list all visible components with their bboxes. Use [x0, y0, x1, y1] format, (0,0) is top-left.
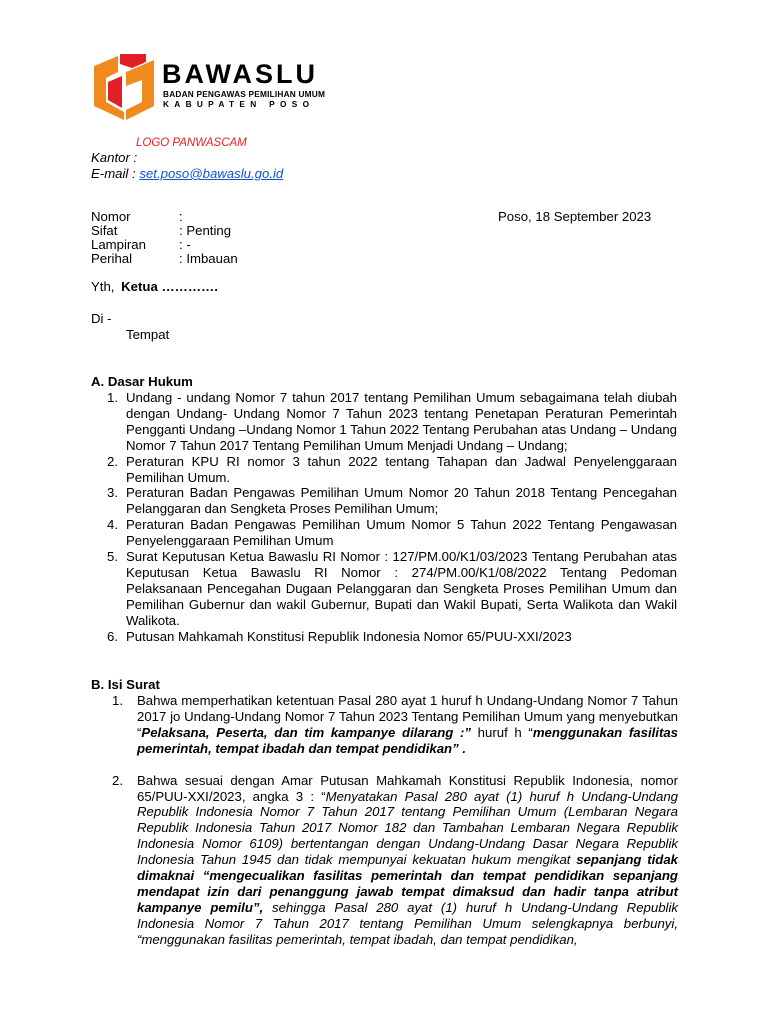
- sifat-value: : Penting: [179, 223, 232, 238]
- isi-surat-list: [112, 693, 678, 948]
- recipient-line: [91, 279, 218, 295]
- logo-placeholder: LOGO PANWASCAM: [136, 137, 247, 149]
- di-label: Di -: [91, 311, 112, 326]
- tempat-label: Tempat: [126, 327, 170, 342]
- sifat-label: Sifat: [91, 223, 118, 238]
- list-item: 2. Peraturan KPU RI nomor 3 tahun 2022 tentang Tahapan dan Jadwal Penyelenggaraan Pemilihan Umum.: [107, 453, 677, 485]
- office-label: Kantor :: [91, 150, 138, 165]
- perihal-value: : Imbauan: [179, 251, 238, 266]
- lampiran-value: : -: [179, 237, 191, 252]
- nomor-label: Nomor: [91, 209, 131, 224]
- ketua-label: Ketua ………….: [121, 279, 218, 294]
- perihal-label: Perihal: [91, 251, 133, 266]
- list-item: 2. Bahwa sesuai dengan Amar Putusan Mahkamah Konstitusi Republik Indonesia, nomor 65/PUU-XXI/2023, angka 3 : “Menyatakan Pasal 280 ayat (1) huruf h Undang-Undang Republik Indonesia Nomor 7 Tahun 2017 tentang Pemilihan Umum (Lembaran Negara Republik Indonesia Tahun 2017 Nomor 182 dan Tambahan Lembaran Negara Republik Indonesia Nomor 6109) bertentangan dengan Undang-Undang Dasar Negara Republik Indonesia Tahun 1945 dan tidak mempunyai kekuatan hukum mengikat sepanjang tidak dimaknai “mengecualikan fasilitas pemerintah dan tempat pendidikan sepanjang mendapat izin dari penanggung jawab tempat dimaksud dan hadir tanpa atribut kampanye pemilu”, sehingga Pasal 280 ayat (1) huruf h Undang-Undang Republik Indonesia Nomor 7 Tahun 2017 tentang Pemilihan Umum selengkapnya berbunyi, “menggunakan fasilitas pemerintah, tempat ibadah, dan tempat pendidikan,: [112, 772, 679, 947]
- section-a-title: A. Dasar Hukum: [91, 374, 193, 389]
- list-item: 4. Peraturan Badan Pengawas Pemilihan Umum Nomor 5 Tahun 2022 Tentang Pengawasan Penyelenggaraan Pemilihan Umum: [107, 517, 677, 549]
- list-item: 5. Surat Keputusan Ketua Bawaslu RI Nomor : 127/PM.00/K1/03/2023 Tentang Perubahan atas Keputusan Ketua Bawaslu RI Nomor : 274/PM.00/K1/08/2022 Tentang Pedoman Pelaksanaan Pencegahan Dugaan Pelanggaran dan Sengketa Proses Pemilihan Umum dan Pemilihan Gubernur dan wakil Gubernur, Bupati dan Wakil Bupati, Serta Walikota dan Wakil Walikota.: [107, 549, 677, 628]
- list-item: 1. Undang - undang Nomor 7 tahun 2017 tentang Pemilihan Umum sebagaimana telah diubah dengan Undang- Undang Nomor 7 Tahun 2023 tentang Penetapan Peraturan Pemerintah Pengganti Undang –Undang Nomor 1 Tahun 2022 Tentang Perubahan atas Undang – Undang Nomor 7 Tahun 2017 Tentang Pemilihan Umum Menjadi Undang – Undang;: [107, 390, 677, 453]
- email-line: [91, 166, 283, 182]
- org-subtitle: BADAN PENGAWAS PEMILIHAN UMUM: [163, 89, 326, 99]
- email-link[interactable]: set.poso@bawaslu.go.id: [139, 166, 284, 181]
- list-item: 1. Bahwa memperhatikan ketentuan Pasal 280 ayat 1 huruf h Undang-Undang Nomor 7 Tahun 2017 jo Undang-Undang Nomor 7 Tahun 2023 Tentang Pemilihan Umum yang menyebutkan “Pelaksana, Peserta, dan tim kampanye dilarang :” huruf h “menggunakan fasilitas pemerintah, tempat ibadah dan tempat pendidikan” .: [112, 693, 679, 756]
- org-name: BAWASLU: [162, 59, 318, 89]
- letter-date: Poso, 18 September 2023: [498, 209, 652, 224]
- lampiran-label: Lampiran: [91, 237, 146, 252]
- bawaslu-emblem-icon: [90, 52, 158, 122]
- nomor-value: :: [179, 209, 183, 224]
- yth-label: Yth,: [91, 279, 115, 294]
- org-region: KABUPATEN POSO: [163, 99, 315, 109]
- email-label: E-mail :: [91, 166, 136, 181]
- dasar-hukum-list: [107, 390, 677, 645]
- bawaslu-logo: [90, 52, 340, 122]
- list-item: 3. Peraturan Badan Pengawas Pemilihan Umum Nomor 20 Tahun 2018 Tentang Pencegahan Pelanggaran dan Sengketa Proses Pemilihan Umum;: [107, 485, 677, 517]
- list-item: 6. Putusan Mahkamah Konstitusi Republik Indonesia Nomor 65/PUU-XXI/2023: [107, 628, 572, 644]
- section-b-title: B. Isi Surat: [91, 677, 160, 692]
